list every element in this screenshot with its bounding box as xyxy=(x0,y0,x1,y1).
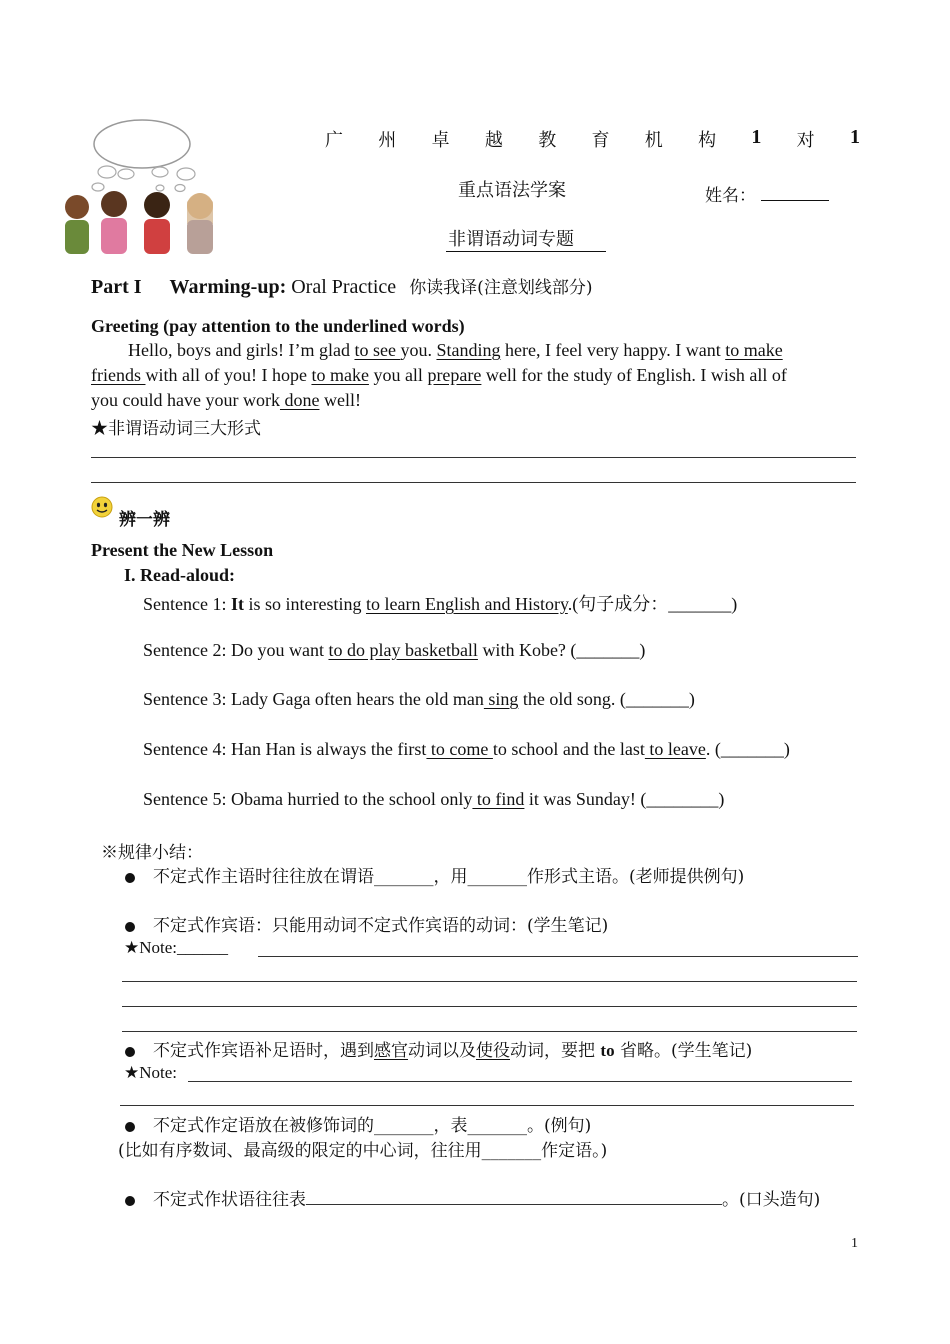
rule-3: 不定式作宾语补足语时，遇到感官动词以及使役动词，要把 to 省略。(学生笔记) xyxy=(125,1036,752,1061)
institution-title-char: 1 xyxy=(849,126,860,148)
note-1-label: ★Note:______ xyxy=(124,938,229,957)
bullet-icon xyxy=(125,873,135,883)
institution-title-char: 构 xyxy=(698,130,717,151)
page-number: 1 xyxy=(851,1236,858,1251)
warmup-cn: 你读我译(注意划线部分) xyxy=(409,278,593,298)
answer-line xyxy=(122,1006,857,1007)
rule-1: 不定式作主语时往往放在谓语_______，用_______作形式主语。(老师提供例句) xyxy=(125,862,744,887)
smiley-icon xyxy=(91,496,113,518)
part-label: Part I xyxy=(91,276,142,298)
institution-title-char: 机 xyxy=(644,130,663,151)
distinguish-label: 辨一辨 xyxy=(119,510,170,530)
name-label: 姓名： xyxy=(705,186,756,206)
lesson-heading: Present the New Lesson xyxy=(91,540,274,560)
institution-title-char: 对 xyxy=(796,130,815,151)
institution-title-char: 教 xyxy=(538,130,557,151)
note-2-label: ★Note: xyxy=(124,1063,178,1082)
rule-2: 不定式作宾语：只能用动词不定式作宾语的动词：(学生笔记) xyxy=(125,911,608,936)
institution-title-char: 广 xyxy=(325,130,343,151)
answer-line xyxy=(91,457,856,458)
institution-title-char: 州 xyxy=(378,130,397,151)
answer-line xyxy=(91,482,856,483)
institution-title-char: 卓 xyxy=(431,130,450,151)
rule-4: 不定式作定语放在被修饰词的_______，表_______。(例句) xyxy=(125,1111,591,1136)
forms-label: ★非谓语动词三大形式 xyxy=(91,419,261,439)
answer-line xyxy=(122,981,857,982)
sentence-5: Sentence 5: Obama hurried to the school only to find it was Sunday! (________) xyxy=(143,789,725,809)
topic-title: 非谓语动词专题 xyxy=(448,229,574,250)
answer-line xyxy=(188,1081,852,1082)
greeting-line-1: Hello, boys and girls! I’m glad to see you. Standing here, I feel very happy. I want to make xyxy=(128,340,783,360)
institution-title-char: 越 xyxy=(484,130,503,151)
greeting-heading: Greeting (pay attention to the underlined words) xyxy=(91,316,465,336)
sentence-3: Sentence 3: Lady Gaga often hears the old man sing the old song. (_______) xyxy=(143,689,695,709)
institution-title-char: 1 xyxy=(751,126,762,148)
part1-heading xyxy=(91,273,592,299)
rule-4-note: (比如有序数词、最高级的限定的中心词，往往用_______作定语。) xyxy=(118,1141,608,1161)
institution-title xyxy=(325,126,860,152)
warmup-label: Warming-up: xyxy=(169,276,287,298)
read-aloud-heading: I. Read-aloud: xyxy=(124,565,236,585)
summary-label: ※规律小结： xyxy=(101,843,203,863)
answer-line xyxy=(120,1105,854,1106)
bullet-icon xyxy=(125,1196,135,1206)
institution-title-char: 育 xyxy=(591,130,610,151)
topic-underline xyxy=(446,251,606,252)
sentence-1: Sentence 1: It is so interesting to learn English and History.(句子成分：_______) xyxy=(143,594,738,614)
bullet-icon xyxy=(125,922,135,932)
rule-5: 不定式作状语往往表 。(口头造句) xyxy=(125,1185,820,1210)
case-title: 重点语法学案 xyxy=(458,180,566,201)
greeting-line-2: friends with all of you! I hope to make you all prepare well for the study of English. I wish all of xyxy=(91,365,787,385)
bullet-icon xyxy=(125,1122,135,1132)
sentence-2: Sentence 2: Do you want to do play basketball with Kobe? (_______) xyxy=(143,640,646,660)
bullet-icon xyxy=(125,1047,135,1057)
answer-line xyxy=(258,956,858,957)
kids-thinking-illustration xyxy=(62,112,222,256)
sentence-4: Sentence 4: Han Han is always the first to come to school and the last to leave. (_______) xyxy=(143,739,790,759)
name-blank xyxy=(761,200,829,201)
warmup-rest: Oral Practice xyxy=(291,276,397,298)
greeting-line-3: you could have your work done well! xyxy=(91,390,361,410)
answer-line xyxy=(122,1031,857,1032)
